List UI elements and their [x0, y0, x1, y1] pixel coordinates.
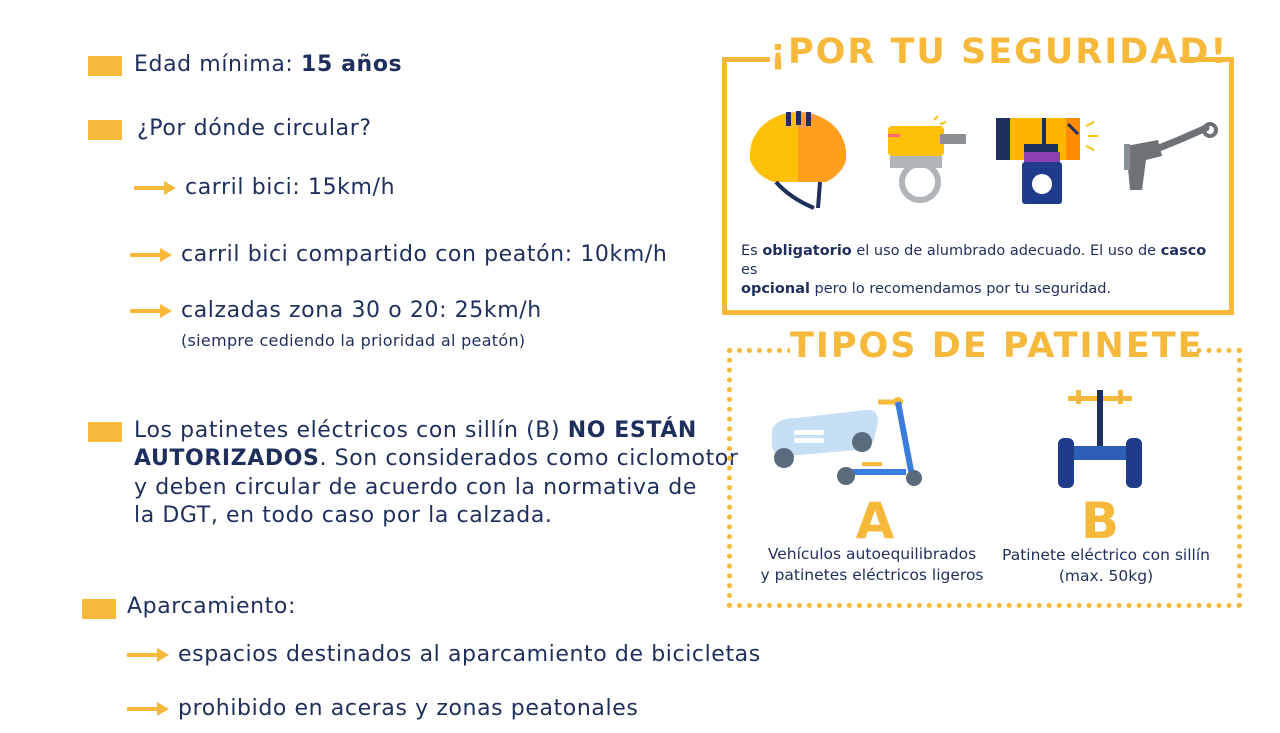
arrow-icon	[134, 181, 176, 195]
patinetes-line-2	[134, 446, 739, 471]
aparcamiento-espacios: espacios destinados al aparcamiento de bicicletas	[178, 642, 761, 667]
bullet-square	[88, 56, 122, 76]
patinetes-line-3: y deben circular de acuerdo con la normativa de	[134, 475, 697, 500]
text-fragment: pero lo recomendamos por tu seguridad.	[809, 281, 1112, 297]
seguridad-title: ¡POR TU SEGURIDAD!	[770, 32, 1229, 72]
calzadas-note: (siempre cediendo la prioridad al peatón)	[181, 331, 526, 350]
arrow-icon	[130, 248, 172, 262]
aparcamiento-label: Aparcamiento:	[127, 594, 296, 619]
type-a-caption-line: y patinetes eléctricos ligeros	[760, 566, 984, 584]
edad-value: 15 años	[301, 52, 403, 77]
seguridad-text	[741, 242, 1221, 299]
patinetes-text: Los patinetes eléctricos con sillín (B)	[134, 418, 568, 443]
autorizados-text: AUTORIZADOS	[134, 446, 320, 471]
circular-label: ¿Por dónde circular?	[137, 116, 372, 141]
type-a-caption	[752, 544, 992, 586]
carril-compartido: carril bici compartido con peatón: 10km/h	[181, 242, 668, 267]
obligatorio-text: obligatorio	[762, 243, 852, 259]
calzadas: calzadas zona 30 o 20: 25km/h	[181, 298, 542, 323]
type-b-caption-line: (max. 50kg)	[1058, 567, 1154, 585]
text-fragment: Es	[741, 243, 763, 259]
patinetes-text: . Son considerados como ciclomotor	[319, 446, 739, 471]
type-a-caption-line: Vehículos autoequilibrados	[767, 545, 977, 563]
type-b-caption-line: Patinete eléctrico con sillín	[1002, 546, 1210, 564]
patinetes-line-4: la DGT, en todo caso por la calzada.	[134, 503, 553, 528]
hoverboard-scooter-icon	[766, 392, 926, 488]
bullet-square	[88, 422, 122, 442]
opcional-text: opcional	[741, 281, 810, 297]
edad-label: Edad mínima:	[134, 52, 294, 77]
arrow-icon	[130, 304, 172, 318]
type-b-letter: B	[1080, 492, 1120, 550]
type-b-caption	[993, 545, 1219, 587]
arrow-icon	[127, 648, 169, 662]
bullet-square	[88, 120, 122, 140]
text-fragment: es	[741, 262, 758, 278]
arrow-icon	[127, 702, 169, 716]
carril-bici: carril bici: 15km/h	[185, 175, 396, 200]
light-icon	[994, 112, 1102, 206]
bullet-square	[82, 599, 116, 619]
aparcamiento-prohibido: prohibido en aceras y zonas peatonales	[178, 696, 639, 721]
text-fragment: el uso de alumbrado adecuado. El uso de	[851, 243, 1161, 259]
segway-icon	[1054, 390, 1146, 492]
helmet-icon	[746, 108, 850, 212]
bell-icon	[884, 116, 968, 204]
no-estan-text: NO ESTÁN	[567, 418, 697, 443]
type-a-letter: A	[855, 492, 895, 550]
patinetes-line-1	[134, 418, 697, 443]
brake-icon	[1120, 120, 1220, 194]
casco-text: casco	[1160, 243, 1207, 259]
edad-minima	[134, 52, 402, 77]
tipos-title: TIPOS DE PATINETE	[790, 326, 1204, 366]
